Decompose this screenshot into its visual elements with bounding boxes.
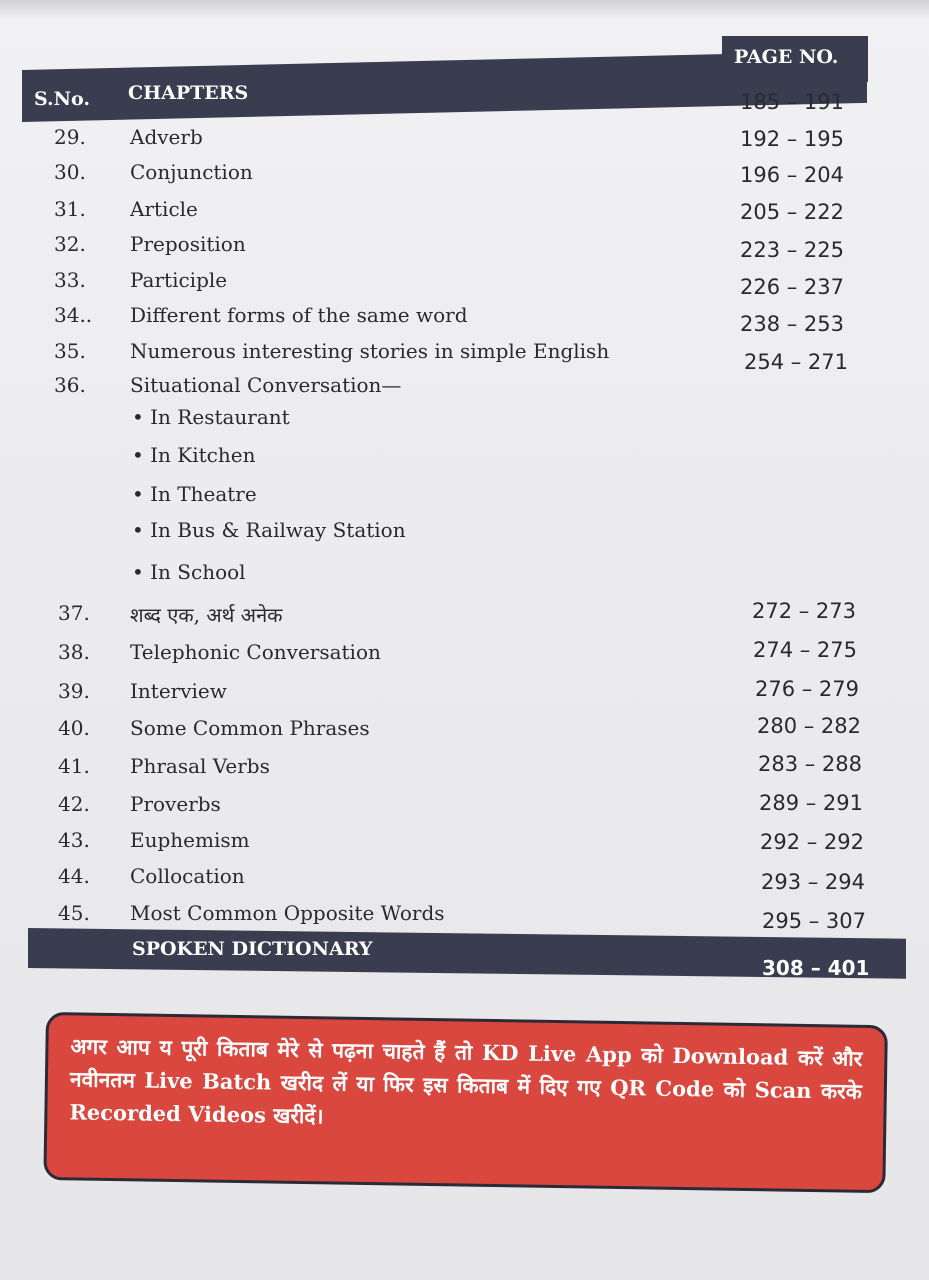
chapter-title: Phrasal Verbs [130,754,270,778]
page-no-header: PAGE NO. [734,46,839,68]
page-top-shadow [0,0,929,18]
page-range: 272 – 273 [752,599,857,623]
chapter-title: Telephonic Conversation [130,640,381,664]
chapter-number: 43. [58,828,90,852]
page-range: 223 – 225 [740,238,845,262]
chapter-number: 30. [54,160,86,184]
chapter-number: 29. [54,125,86,149]
page-range: 293 – 294 [761,870,866,894]
page-range: 226 – 237 [740,275,845,299]
chapter-title: Most Common Opposite Words [130,901,445,925]
toc-row [0,634,929,670]
toc-row [0,786,929,822]
toc-row [0,858,929,894]
toc-row [0,895,929,931]
sub-item: • In Bus & Railway Station [132,518,406,542]
chapter-number: 34.. [54,303,93,327]
page-range: 185 – 191 [740,90,845,114]
toc-row [0,595,929,631]
toc-row [0,822,929,858]
chapter-title: Article [130,197,198,221]
page-range: 295 – 307 [762,909,867,933]
chapter-number: 40. [58,716,90,740]
page-range: 192 – 195 [740,127,845,151]
chapter-number: 36. [54,373,86,397]
sub-item: • In School [132,560,246,584]
chapter-number: 37. [58,601,90,625]
sub-item: • In Restaurant [132,405,290,429]
toc-row [0,673,929,709]
page-range: 283 – 288 [758,752,863,776]
chapter-number: 38. [58,640,90,664]
sub-item: • In Theatre [132,482,257,506]
page-range: 238 – 253 [740,312,845,336]
chapter-number: 35. [54,339,86,363]
chapter-title: Conjunction [130,160,253,184]
chapter-title: Proverbs [130,792,221,816]
page-range: 254 – 271 [744,350,849,374]
chapter-title: Participle [130,268,228,292]
chapter-title: Situational Conversation— [130,373,402,397]
chapter-number: 32. [54,232,86,256]
toc-row [0,748,929,784]
chapter-title: Adverb [130,125,203,149]
chapter-number: 41. [58,754,90,778]
chapters-header: CHAPTERS [128,82,249,104]
chapter-title: Different forms of the same word [130,303,468,327]
chapter-number: 39. [58,679,90,703]
chapter-title: Collocation [130,864,245,888]
toc-row [0,710,929,746]
spoken-dictionary-title: SPOKEN DICTIONARY [132,938,373,960]
chapter-title: Preposition [130,232,246,256]
sub-item: • In Kitchen [132,443,256,467]
sno-header: S.No. [34,88,90,110]
page-range: 274 – 275 [753,638,858,662]
chapter-title: Numerous interesting stories in simple English [130,339,610,363]
chapter-title: Some Common Phrases [130,716,370,740]
page-range: 205 – 222 [740,200,845,224]
page-range: 280 – 282 [757,714,862,738]
page-range: 292 – 292 [760,830,865,854]
chapter-number: 44. [58,864,90,888]
chapter-number: 31. [54,197,86,221]
page-range: 276 – 279 [755,677,860,701]
spoken-dictionary-pages: 308 – 401 [762,956,870,980]
kd-live-app-notice: अगर आप य पूरी किताब मेरे से पढ़ना चाहते हैं तो KD Live App को Download करें और नवीनतम Live Batch खरीद लें या फिर इस किताब में दिए गए QR Code को Scan करके Recorded Videos खरीदें। [43,1012,888,1193]
chapter-title: शब्द एक, अर्थ अनेक [130,603,283,627]
chapter-number: 45. [58,901,90,925]
chapter-title: Interview [130,679,227,703]
page-range: 196 – 204 [740,163,845,187]
chapter-title: Euphemism [130,828,250,852]
chapter-number: 42. [58,792,90,816]
chapter-number: 33. [54,268,86,292]
page-range: 289 – 291 [759,791,864,815]
